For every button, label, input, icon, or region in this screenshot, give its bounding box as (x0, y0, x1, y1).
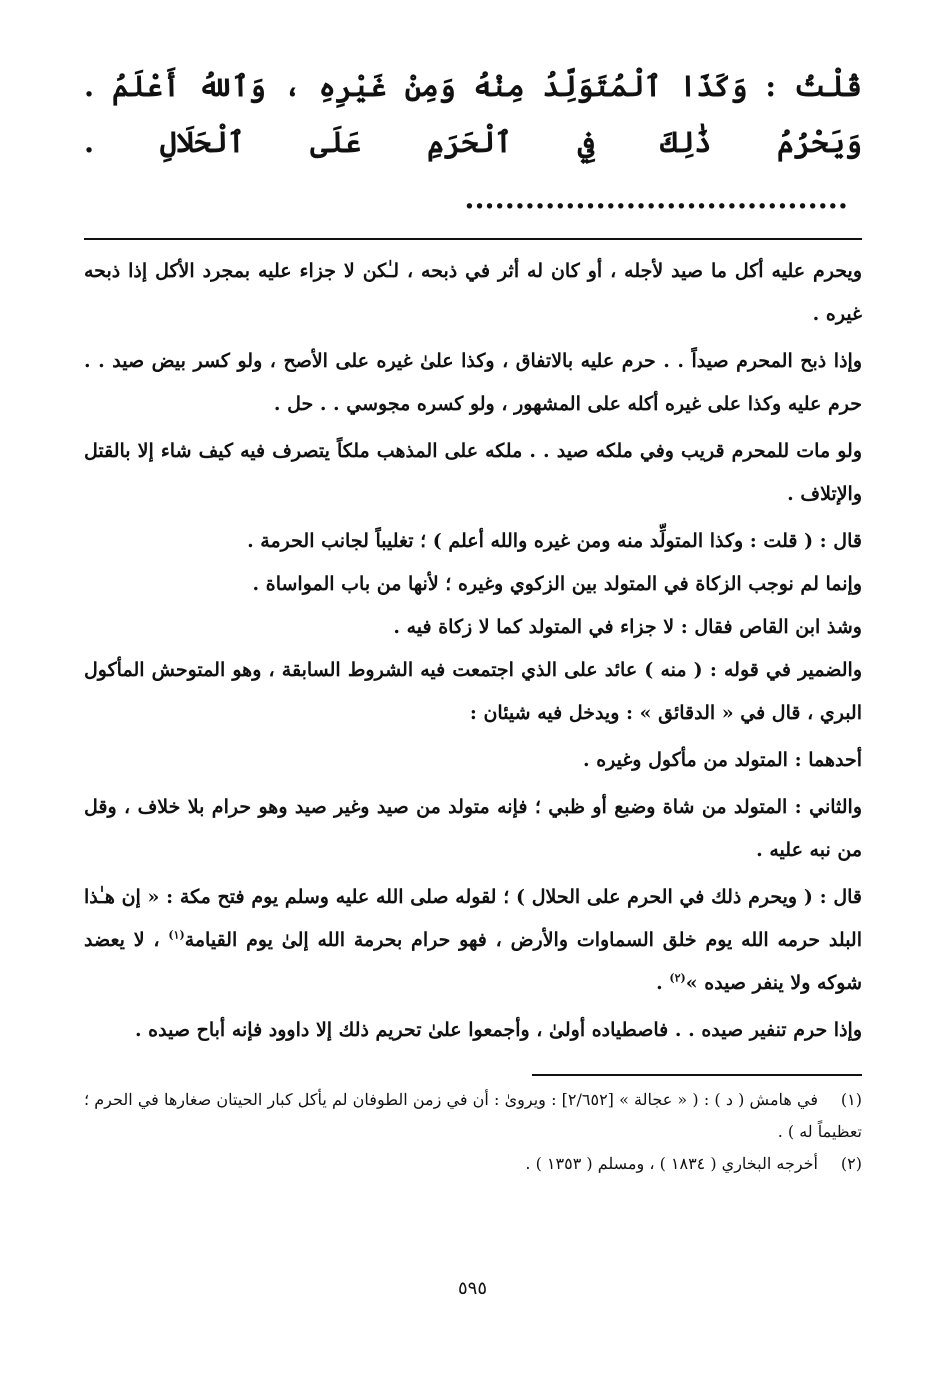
paragraph-lead: قال : ( (804, 530, 862, 552)
matn-quote: قلت : وكذا المتولِّد منه ومن غيره والله أعلم (441, 530, 805, 552)
paragraph: ويحرم عليه أكل ما صيد لأجله ، أو كان له أثر في ذبحه ، لـٰكن لا جزاء عليه بمجرد الأكل إذا ذبحه غيره . (84, 260, 862, 325)
paragraph: أحدهما : المتولد من مأكول وغيره . (582, 749, 862, 771)
matn-dots: ...................................... (464, 181, 848, 215)
matn-quote: ويحرم ذلك في الحرم على الحلال (524, 886, 804, 908)
footnote (84, 1148, 862, 1180)
matn-text (84, 58, 862, 226)
paragraph (84, 520, 862, 563)
paragraph: والضمير في قوله : ( منه ) عائد على الذي اجتمعت فيه الشروط السابقة ، وهو المتوحش المأكول البري ، قال في « الدقائق » : ويدخل فيه شيئان : (84, 659, 862, 724)
footnote-ref-1: (١) (168, 928, 185, 942)
footnote-number: (١) (840, 1090, 863, 1109)
top-separator (84, 238, 862, 240)
commentary (84, 250, 862, 1052)
paragraph: وإذا ذبح المحرم صيداً . . حرم عليه بالاتفاق ، وكذا علىٰ غيره على الأصح ، ولو كسر بيض صيد . . حرم عليه وكذا على غيره أكله على المشهور ، ولو كسره مجوسي . . حل . (84, 350, 862, 415)
paragraph-lead: قال : ( (803, 886, 863, 908)
matn-line: قُلْتُ : وَكَذَا ٱلْمُتَوَلِّدُ مِنْهُ وَمِنْ غَيْرِهِ ، وَٱللهُ أَعْلَمُ . وَيَحْرُمُ ذَٰلِكَ فِي ٱلْحَرَمِ عَلَى ٱلْحَلَالِ . (84, 69, 862, 159)
paragraph: وإذا حرم تنفير صيده . . فاصطياده أولىٰ ، وأجمعوا علىٰ تحريم ذلك إلا داوود فإنه أباح صيده . (134, 1019, 862, 1041)
paragraph: وشذ ابن القاص فقال : لا جزاء في المتولد كما لا زكاة فيه . (393, 616, 862, 638)
footnote-ref-2: (٢) (669, 971, 686, 985)
paragraph-tail: ) ؛ تغليباً لجانب الحرمة . (247, 530, 442, 552)
paragraph (84, 876, 862, 1005)
page-number: ٥٩٥ (457, 1278, 487, 1299)
paragraph-mid2: ، لا يعضد شوكه ولا ينفر صيده » (84, 929, 862, 994)
paragraph: ولو مات للمحرم قريب وفي ملكه صيد . . ملكه على المذهب ملكاً يتصرف فيه كيف شاء إلا بالقتل والإتلاف . (84, 440, 862, 505)
footnote-text: في هامش ( د ) : ( « عجالة » [٢/٦٥٢] : ويروىٰ : أن في زمن الطوفان لم يأكل كبار الحيتان صغارها في الحرم ؛ تعظيماً له ) . (84, 1090, 862, 1141)
footnote-text: أخرجه البخاري ( ١٨٣٤ ) ، ومسلم ( ١٣٥٣ ) . (525, 1154, 818, 1173)
paragraph: وإنما لم نوجب الزكاة في المتولد بين الزكوي وغيره ؛ لأنها من باب المواساة . (252, 573, 862, 595)
footnotes (84, 1084, 862, 1180)
footnote (84, 1084, 862, 1148)
paragraph: والثاني : المتولد من شاة وضبع أو ظبي ؛ فإنه متولد من صيد وغير صيد وهو حرام بلا خلاف ، وقل من نبه عليه . (84, 796, 862, 861)
footnote-separator (532, 1074, 862, 1076)
page-content (84, 58, 862, 1180)
paragraph-end: . (656, 972, 670, 994)
paragraph-mid: ) ؛ لقوله صلى الله عليه وسلم يوم فتح مكة : « إن هـٰذا البلد حرمه الله يوم خلق السماوات والأرض ، فهو حرام بحرمة الله إلىٰ يوم القيامة (84, 886, 862, 951)
footnote-number: (٢) (840, 1154, 862, 1173)
